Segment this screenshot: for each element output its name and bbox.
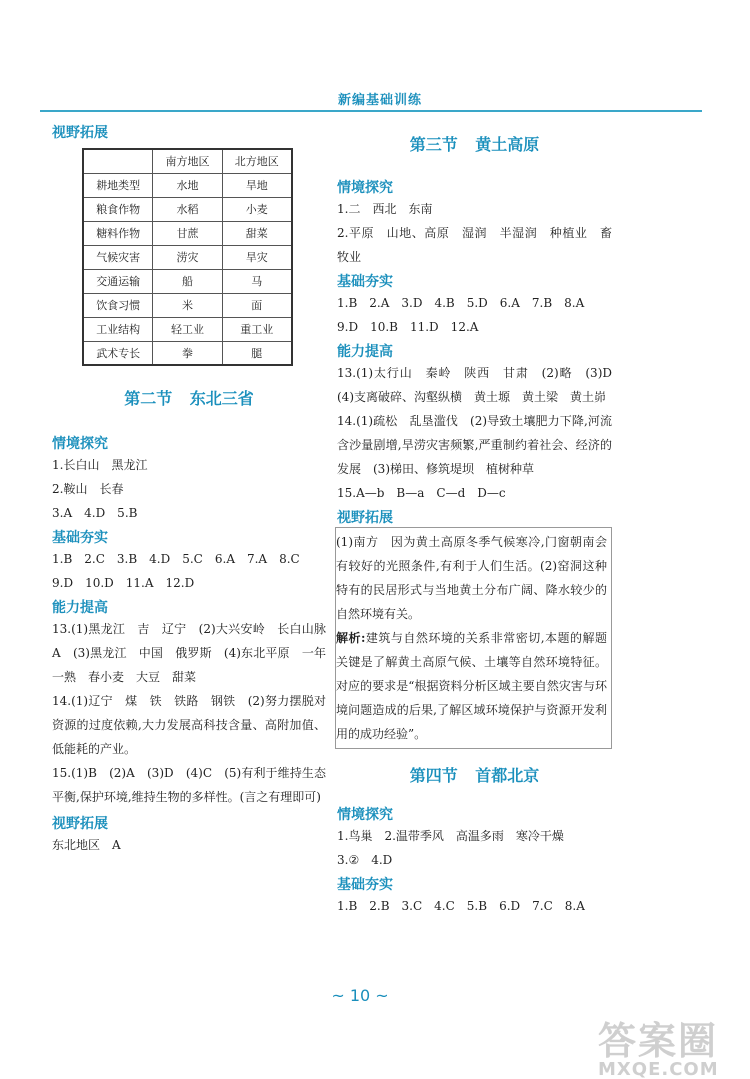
table-cell: 工业结构 bbox=[83, 317, 153, 341]
table-cell: 交通运输 bbox=[83, 269, 153, 293]
answer-paragraph: 13.(1)太行山 秦岭 陕西 甘肃 (2)略 (3)D (4)支离破碎、沟壑纵横 黄土塬 黄土梁 黄土峁 bbox=[337, 366, 625, 404]
answer-paragraph: (1)南方 因为黄土高原冬季气候寒冷,门窗朝南会有较好的光照条件,有利于人们生活。(2)窑洞这种特有的民居形式与当地黄土分布广阔、降水较少的自然环境有关。 bbox=[336, 535, 607, 621]
table-cell: 水地 bbox=[153, 173, 222, 197]
table-cell: 重工业 bbox=[222, 317, 292, 341]
left-column bbox=[52, 122, 339, 857]
section-heading: 视野拓展 bbox=[337, 510, 393, 526]
answer-line: 1.B 2.C 3.B 4.D 5.C 6.A 7.A 8.C bbox=[52, 552, 300, 566]
table-cell: 南方地区 bbox=[153, 149, 222, 173]
section-heading: 视野拓展 bbox=[52, 816, 108, 832]
watermark-text: 答案圈 bbox=[598, 1019, 719, 1063]
table-row bbox=[83, 245, 292, 269]
answer-line: 3.A 4.D 5.B bbox=[52, 506, 138, 520]
table-cell: 糖料作物 bbox=[83, 221, 153, 245]
answer-line: 1.长白山 黑龙江 bbox=[52, 458, 148, 472]
table-cell: 耕地类型 bbox=[83, 173, 153, 197]
section-heading: 能力提高 bbox=[337, 344, 393, 360]
table-cell bbox=[83, 149, 153, 173]
table-cell: 旱灾 bbox=[222, 245, 292, 269]
table-row bbox=[83, 197, 292, 221]
analysis-paragraph bbox=[336, 626, 607, 746]
watermark-logo bbox=[598, 1010, 738, 1079]
table-cell: 气候灾害 bbox=[83, 245, 153, 269]
section-heading: 基础夯实 bbox=[337, 877, 393, 893]
table-cell: 甘蔗 bbox=[153, 221, 222, 245]
chapter-title: 第二节 东北三省 bbox=[124, 389, 254, 408]
table-cell: 小麦 bbox=[222, 197, 292, 221]
answer-paragraph: 14.(1)辽宁 煤 铁 铁路 钢铁 (2)努力摆脱对资源的过度依赖,大力发展高科技含量、高附加值、低能耗的产业。 bbox=[52, 694, 326, 756]
section-heading: 基础夯实 bbox=[52, 530, 108, 546]
header-rule bbox=[40, 110, 702, 112]
table-cell: 船 bbox=[153, 269, 222, 293]
answer-paragraph: 15.(1)B (2)A (3)D (4)C (5)有利于维持生态平衡,保护环境,维持生物的多样性。(言之有理即可) bbox=[52, 766, 326, 804]
table-cell: 饮食习惯 bbox=[83, 293, 153, 317]
section-heading: 视野拓展 bbox=[52, 125, 108, 141]
page-number: ~ 10 ~ bbox=[331, 986, 389, 1005]
answer-line: 1.B 2.B 3.C 4.C 5.B 6.D 7.C 8.A bbox=[337, 899, 585, 913]
table-cell: 甜菜 bbox=[222, 221, 292, 245]
analysis-text: 建筑与自然环境的关系非常密切,本题的解题关键是了解黄土高原气候、土壤等自然环境特征。对应的要求是“根据资料分析区域主要自然灾害与环境问题造成的后果,了解区域环境保护与资源开发利用的成功经验”。 bbox=[336, 631, 607, 741]
table-cell: 水稻 bbox=[153, 197, 222, 221]
table-cell: 腿 bbox=[222, 341, 292, 365]
table-row bbox=[83, 173, 292, 197]
chapter-title: 第三节 黄土高原 bbox=[409, 135, 540, 154]
answer-line: 1.二 西北 东南 bbox=[337, 202, 433, 216]
north-south-comparison-table bbox=[82, 148, 293, 366]
answer-line: 3.② 4.D bbox=[337, 853, 393, 867]
section-heading: 情境探究 bbox=[52, 436, 108, 452]
table-cell: 拳 bbox=[153, 341, 222, 365]
table-cell: 旱地 bbox=[222, 173, 292, 197]
table-row bbox=[83, 269, 292, 293]
table-cell: 涝灾 bbox=[153, 245, 222, 269]
table-cell: 北方地区 bbox=[222, 149, 292, 173]
answer-line: 2.鞍山 长春 bbox=[52, 482, 124, 496]
table-row bbox=[83, 341, 292, 365]
table-row bbox=[83, 221, 292, 245]
answer-line: 9.D 10.D 11.A 12.D bbox=[52, 576, 195, 590]
table-cell: 武术专长 bbox=[83, 341, 153, 365]
section-heading: 情境探究 bbox=[337, 807, 393, 823]
table-row bbox=[83, 293, 292, 317]
right-column bbox=[336, 122, 625, 918]
explanation-box bbox=[335, 527, 612, 749]
chapter-title: 第四节 首都北京 bbox=[409, 766, 540, 785]
answer-line: 1.B 2.A 3.D 4.B 5.D 6.A 7.B 8.A bbox=[337, 296, 585, 310]
answer-paragraph: 2.平原 山地、高原 湿润 半湿润 种植业 畜牧业 bbox=[337, 226, 612, 264]
answer-paragraph: 13.(1)黑龙江 吉 辽宁 (2)大兴安岭 长白山脉 A (3)黑龙江 中国 俄罗斯 (4)东北平原 一年一熟 春小麦 大豆 甜菜 bbox=[52, 622, 339, 684]
table-row bbox=[83, 317, 292, 341]
header-title: 新编基础训练 bbox=[337, 93, 422, 108]
section-heading: 基础夯实 bbox=[337, 274, 393, 290]
watermark-url: MXQE.COM bbox=[598, 1059, 719, 1079]
table-cell: 粮食作物 bbox=[83, 197, 153, 221]
answer-line: 东北地区 A bbox=[52, 838, 121, 852]
section-heading: 情境探究 bbox=[337, 180, 393, 196]
answer-line: 1.鸟巢 2.温带季风 高温多雨 寒冷干燥 bbox=[337, 829, 564, 843]
section-heading: 能力提高 bbox=[52, 600, 108, 616]
table-cell: 马 bbox=[222, 269, 292, 293]
table-cell: 面 bbox=[222, 293, 292, 317]
analysis-label: 解析: bbox=[336, 631, 366, 645]
answer-line: 9.D 10.B 11.D 12.A bbox=[337, 320, 479, 334]
table-header-row bbox=[83, 149, 292, 173]
table-cell: 轻工业 bbox=[153, 317, 222, 341]
table-cell: 米 bbox=[153, 293, 222, 317]
answer-paragraph: 14.(1)疏松 乱垦滥伐 (2)导致土壤肥力下降,河流含沙量剧增,旱涝灾害频繁,严重制约着社会、经济的发展 (3)梯田、修筑堤坝 植树种草 bbox=[337, 414, 612, 476]
answer-line: 15.A—b B—a C—d D—c bbox=[337, 486, 506, 500]
